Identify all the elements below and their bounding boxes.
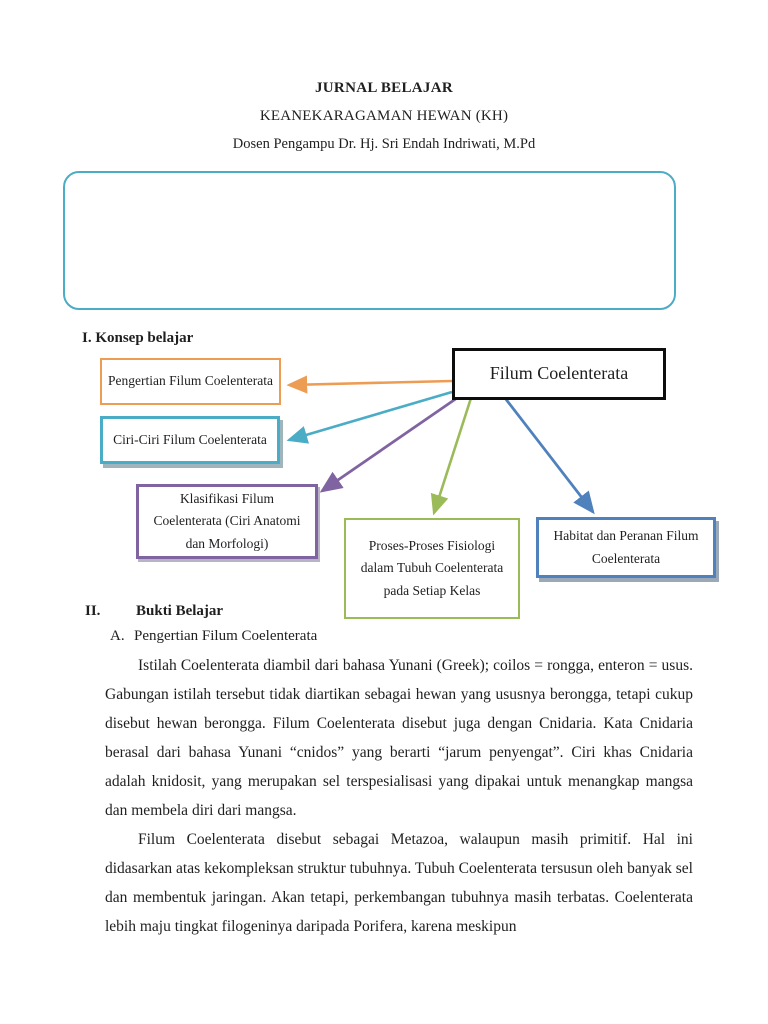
subsection-letter: A. <box>110 628 125 644</box>
arrow-to-habitat <box>505 398 593 512</box>
lecturer-line: Dosen Pengampu Dr. Hj. Sri Endah Indriwati, M.Pd <box>232 136 536 152</box>
paragraph-metazoa: Filum Coelenterata disebut sebagai Metazoa, walaupun masih primitif. Hal ini didasarkan atas kekompleksan struktur tubuhnya. Tubuh Coelenterata tersusun oleh banyak sel dan membentuk jaringan. Akan tetapi, perkembangan tubuhnya masih terbatas. Coelenterata lebih maju tingkat filogeninya daripada Porifera, karena meskipun <box>105 831 693 935</box>
body-text <box>105 651 693 941</box>
arrow-to-pengertian <box>289 381 452 385</box>
concept-node-klasifikasi: Klasifikasi Filum Coelenterata (Ciri Anatomi dan Morfologi) <box>136 484 318 559</box>
arrow-to-klasifikasi <box>322 398 457 491</box>
section-heading-bukti <box>85 603 223 620</box>
empty-notes-box <box>63 171 676 310</box>
concept-node-pengertian: Pengertian Filum Coelenterata <box>100 358 281 405</box>
document-header <box>0 80 768 153</box>
concept-node-habitat: Habitat dan Peranan Filum Coelenterata <box>536 517 716 578</box>
section-numeral: II. <box>85 603 101 619</box>
subsection-label: Pengertian Filum Coelenterata <box>134 628 318 644</box>
section-label: Bukti Belajar <box>136 603 224 619</box>
arrow-to-ciri <box>289 392 452 440</box>
concept-node-proses: Proses-Proses Fisiologi dalam Tubuh Coelenterata pada Setiap Kelas <box>344 518 520 619</box>
arrow-to-proses <box>434 398 471 513</box>
page-subtitle: KEANEKARAGAMAN HEWAN (KH) <box>259 108 509 124</box>
concept-node-root: Filum Coelenterata <box>452 348 666 400</box>
concept-node-ciri: Ciri-Ciri Filum Coelenterata <box>100 416 280 464</box>
section-heading-konsep: I. Konsep belajar <box>82 330 194 346</box>
subsection-heading-pengertian <box>110 628 317 645</box>
paragraph-istilah: Istilah Coelenterata diambil dari bahasa Yunani (Greek); coilos = rongga, enteron = usus. Gabungan istilah tersebut tidak diartikan sebagai hewan yang ususnya berongga, tetapi cukup disebut hewan berongga. Filum Coelenterata disebut juga dengan Cnidaria. Kata Cnidaria berasal dari bahasa Yunani “cnidos” yang berarti “jarum penyengat”. Ciri khas Cnidaria adalah knidosit, yang merupakan sel terspesialisasi yang dipakai untuk menangkap mangsa dan membela diri dari mangsa. <box>105 657 693 819</box>
concept-map <box>0 330 768 630</box>
page-title: JURNAL BELAJAR <box>315 80 453 96</box>
